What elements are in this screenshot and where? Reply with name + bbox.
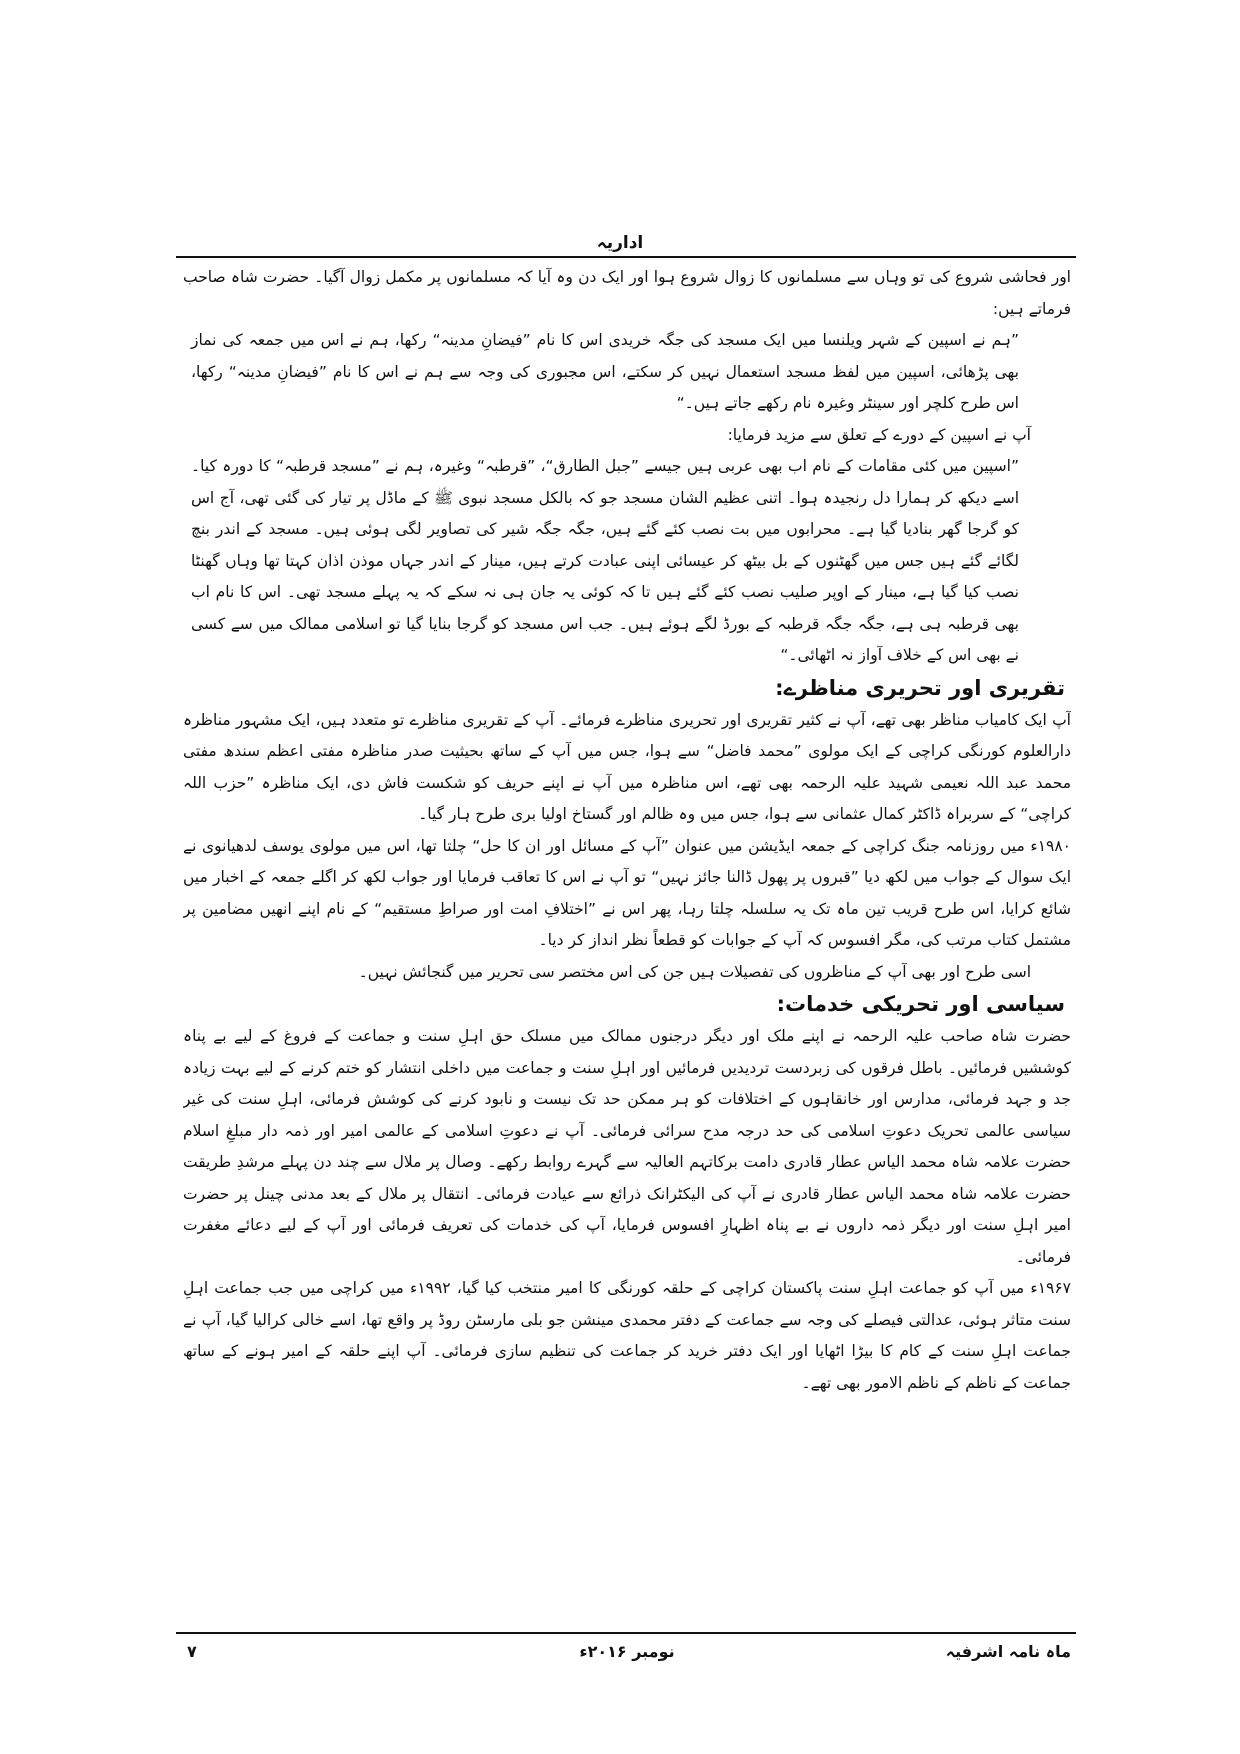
section-heading: سیاسی اور تحریکی خدمات: [776, 992, 1065, 1016]
paragraph: اسی طرح اور بھی آپ کے مناظروں کی تفصیلات ہیں جن کی اس مختصر سی تحریر میں گنجائش نہیں۔ [358, 962, 1031, 981]
article-body [183, 262, 1071, 1628]
magazine-name: ماہ نامہ اشرفیہ [945, 1642, 1071, 1661]
block-quote: ”ہم نے اسپین کے شہر ویلنسا میں ایک مسجد کی جگہ خریدی اس کا نام ”فیضانِ مدینہ“ رکھا، ہم نے اس میں جمعہ کی نماز بھی پڑھائی، اسپین میں لفظ مسجد استعمال نہیں کر سکتے، اس مجبوری کی وجہ سے ہم نے اس کا نام ”فیضانِ مدینہ“ رکھا، اس طرح کلچر اور سینٹر وغیرہ نام رکھے جاتے ہیں۔“ [191, 331, 1019, 412]
paragraph: آپ نے اسپین کے دورے کے تعلق سے مزید فرمایا: [727, 425, 1031, 444]
paragraph: آپ ایک کامیاب مناظر بھی تھے، آپ نے کثیر تقریری اور تحریری مناظرے فرمائے۔ آپ کے تقریری مناظرے تو متعدد ہیں، ایک مشہور مناظرہ دارالعلوم کورنگی کراچی کے ایک مولوی ”محمد فاضل“ سے ہوا، جس میں آپ کے ساتھ بحیثیت صدر مناظرہ مفتی اعظم سندھ مفتی محمد عبد اللہ نعیمی شہید علیہ الرحمہ بھی تھے، اس مناظرہ میں آپ نے اپنے حریف کو شکست فاش دی، ایک مناظرہ ”حزب اللہ کراچی“ کے سربراہ ڈاکٹر کمال عثمانی سے ہوا، جس میں وہ ظالم اور گستاخ اولیا بری طرح ہار گیا۔ [183, 710, 1071, 823]
page-footer [183, 1642, 1071, 1672]
section-header-title: اداریہ [596, 233, 644, 253]
section-heading: تقریری اور تحریری مناظرے: [775, 675, 1065, 700]
paragraph: ۱۹۸۰ء میں روزنامہ جنگ کراچی کے جمعہ ایڈیشن میں عنوان ”آپ کے مسائل اور ان کا حل“ چلتا تھا، اس میں مولوی یوسف لدھیانوی نے ایک سوال کے جواب میں لکھ دیا ”قبروں پر پھول ڈالنا جائز نہیں“ تو آپ نے اس کا تعاقب فرمایا اور جواب لکھ کر اگلے جمعہ کے اخبار میں شائع کرایا، اس طرح قریب تین ماہ تک یہ سلسلہ چلتا رہا، پھر اس نے ”اختلافِ امت اور صراطِ مستقیم“ کے نام اپنے انھیں مضامین پر مشتمل کتاب مرتب کی، مگر افسوس کہ آپ کے جوابات کو قطعاً نظر انداز کر دیا۔ [183, 836, 1071, 949]
footer-divider [176, 1632, 1076, 1634]
paragraph: ۱۹۶۷ء میں آپ کو جماعت اہلِ سنت پاکستان کراچی کے حلقہ کورنگی کا امیر منتخب کیا گیا، ۱۹۹۲ء میں کراچی میں جب جماعت اہلِ سنت متاثر ہوئی، عدالتی فیصلے کی وجہ سے جماعت کے دفتر محمدی مینشن جو بلی مارسٹن روڈ پر واقع تھا، اسے خالی کرالیا گیا، آپ نے جماعت اہلِ سنت کے کام کا بیڑا اٹھایا اور ایک دفتر خرید کر جماعت کی تنظیم سازی فرمائی۔ آپ اپنے حلقہ کے امیر ہونے کے ساتھ جماعت کے ناظم کے ناظم الامور بھی تھے۔ [183, 1279, 1071, 1392]
paragraph: حضرت شاہ صاحب علیہ الرحمہ نے اپنے ملک اور دیگر درجنوں ممالک میں مسلک حق اہلِ سنت و جماعت کے فروغ کے لیے بے پناہ کوششیں فرمائیں۔ باطل فرقوں کی زبردست تردیدیں فرمائیں اور اہلِ سنت و جماعت میں داخلی انتشار کو ختم کرنے کے لیے بہت زیادہ جد و جہد فرمائی، مدارس اور خانقاہوں کے اختلافات کو ہر ممکن حد تک نیست و نابود کرنے کی کوشش فرمائی، اہلِ سنت کی غیر سیاسی عالمی تحریک دعوتِ اسلامی کی حد درجہ مدح سرائی فرمائی۔ آپ نے دعوتِ اسلامی کے عالمی امیر اور ذمہ دار مبلغِ اسلام حضرت علامہ شاہ محمد الیاس عطار قادری دامت برکاتہم العالیہ سے گہرے روابط رکھے۔ وصال پر ملال سے چند دن پہلے مرشدِ طریقت حضرت علامہ شاہ محمد الیاس عطار قادری نے آپ کی الیکٹرانک ذرائع سے عیادت فرمائی۔ انتقال پر ملال کے بعد مدنی چینل پر حضرت امیر اہلِ سنت اور دیگر ذمہ داروں نے بے پناہ اظہارِ افسوس فرمایا، آپ کی خدمات کی تعریف فرمائی اور آپ کے لیے دعائے مغفرت فرمائی۔ [183, 1027, 1071, 1266]
paragraph: اور فحاشی شروع کی تو وہاں سے مسلمانوں کا زوال شروع ہوا اور ایک دن وہ آیا کہ مسلمانوں پر مکمل زوال آگیا۔ حضرت شاہ صاحب فرماتے ہیں: [183, 268, 1071, 318]
header-divider [176, 256, 1076, 258]
block-quote: ”اسپین میں کئی مقامات کے نام اب بھی عربی ہیں جیسے ”جبل الطارق“، ”قرطبہ“ وغیرہ، ہم نے ”مسجد قرطبہ“ کا دورہ کیا۔ اسے دیکھ کر ہمارا دل رنجیدہ ہوا۔ اتنی عظیم الشان مسجد جو کہ بالکل مسجد نبوی ﷺ کے ماڈل پر تیار کی گئی تھی، آج اس کو گرجا گھر بنادیا گیا ہے۔ محرابوں میں بت نصب کئے گئے ہیں، جگہ جگہ شیر کی تصاویر لگی ہوئی ہیں۔ مسجد کے اندر بنچ لگائے گئے ہیں جس میں گھٹنوں کے بل بیٹھ کر عیسائی اپنی عبادت کرتے ہیں، مینار کے اندر جہاں موذن اذان کہتا تھا وہاں گھنٹا نصب کیا گیا ہے، مینار کے اوپر صلیب نصب کئے گئے ہیں تا کہ کوئی یہ جان ہی نہ سکے کہ یہ پہلے مسجد تھی۔ اس کا نام اب بھی قرطبہ ہی ہے، جگہ جگہ قرطبہ کے بورڈ لگے ہوئے ہیں۔ جب اس مسجد کو گرجا بنایا گیا تو اسلامی ممالک میں سے کسی نے بھی اس کے خلاف آواز نہ اٹھائی۔“ [191, 457, 1019, 664]
issue-date: نومبر ۲۰۱۶ء [579, 1642, 675, 1661]
page-number: ۷ [187, 1642, 197, 1661]
